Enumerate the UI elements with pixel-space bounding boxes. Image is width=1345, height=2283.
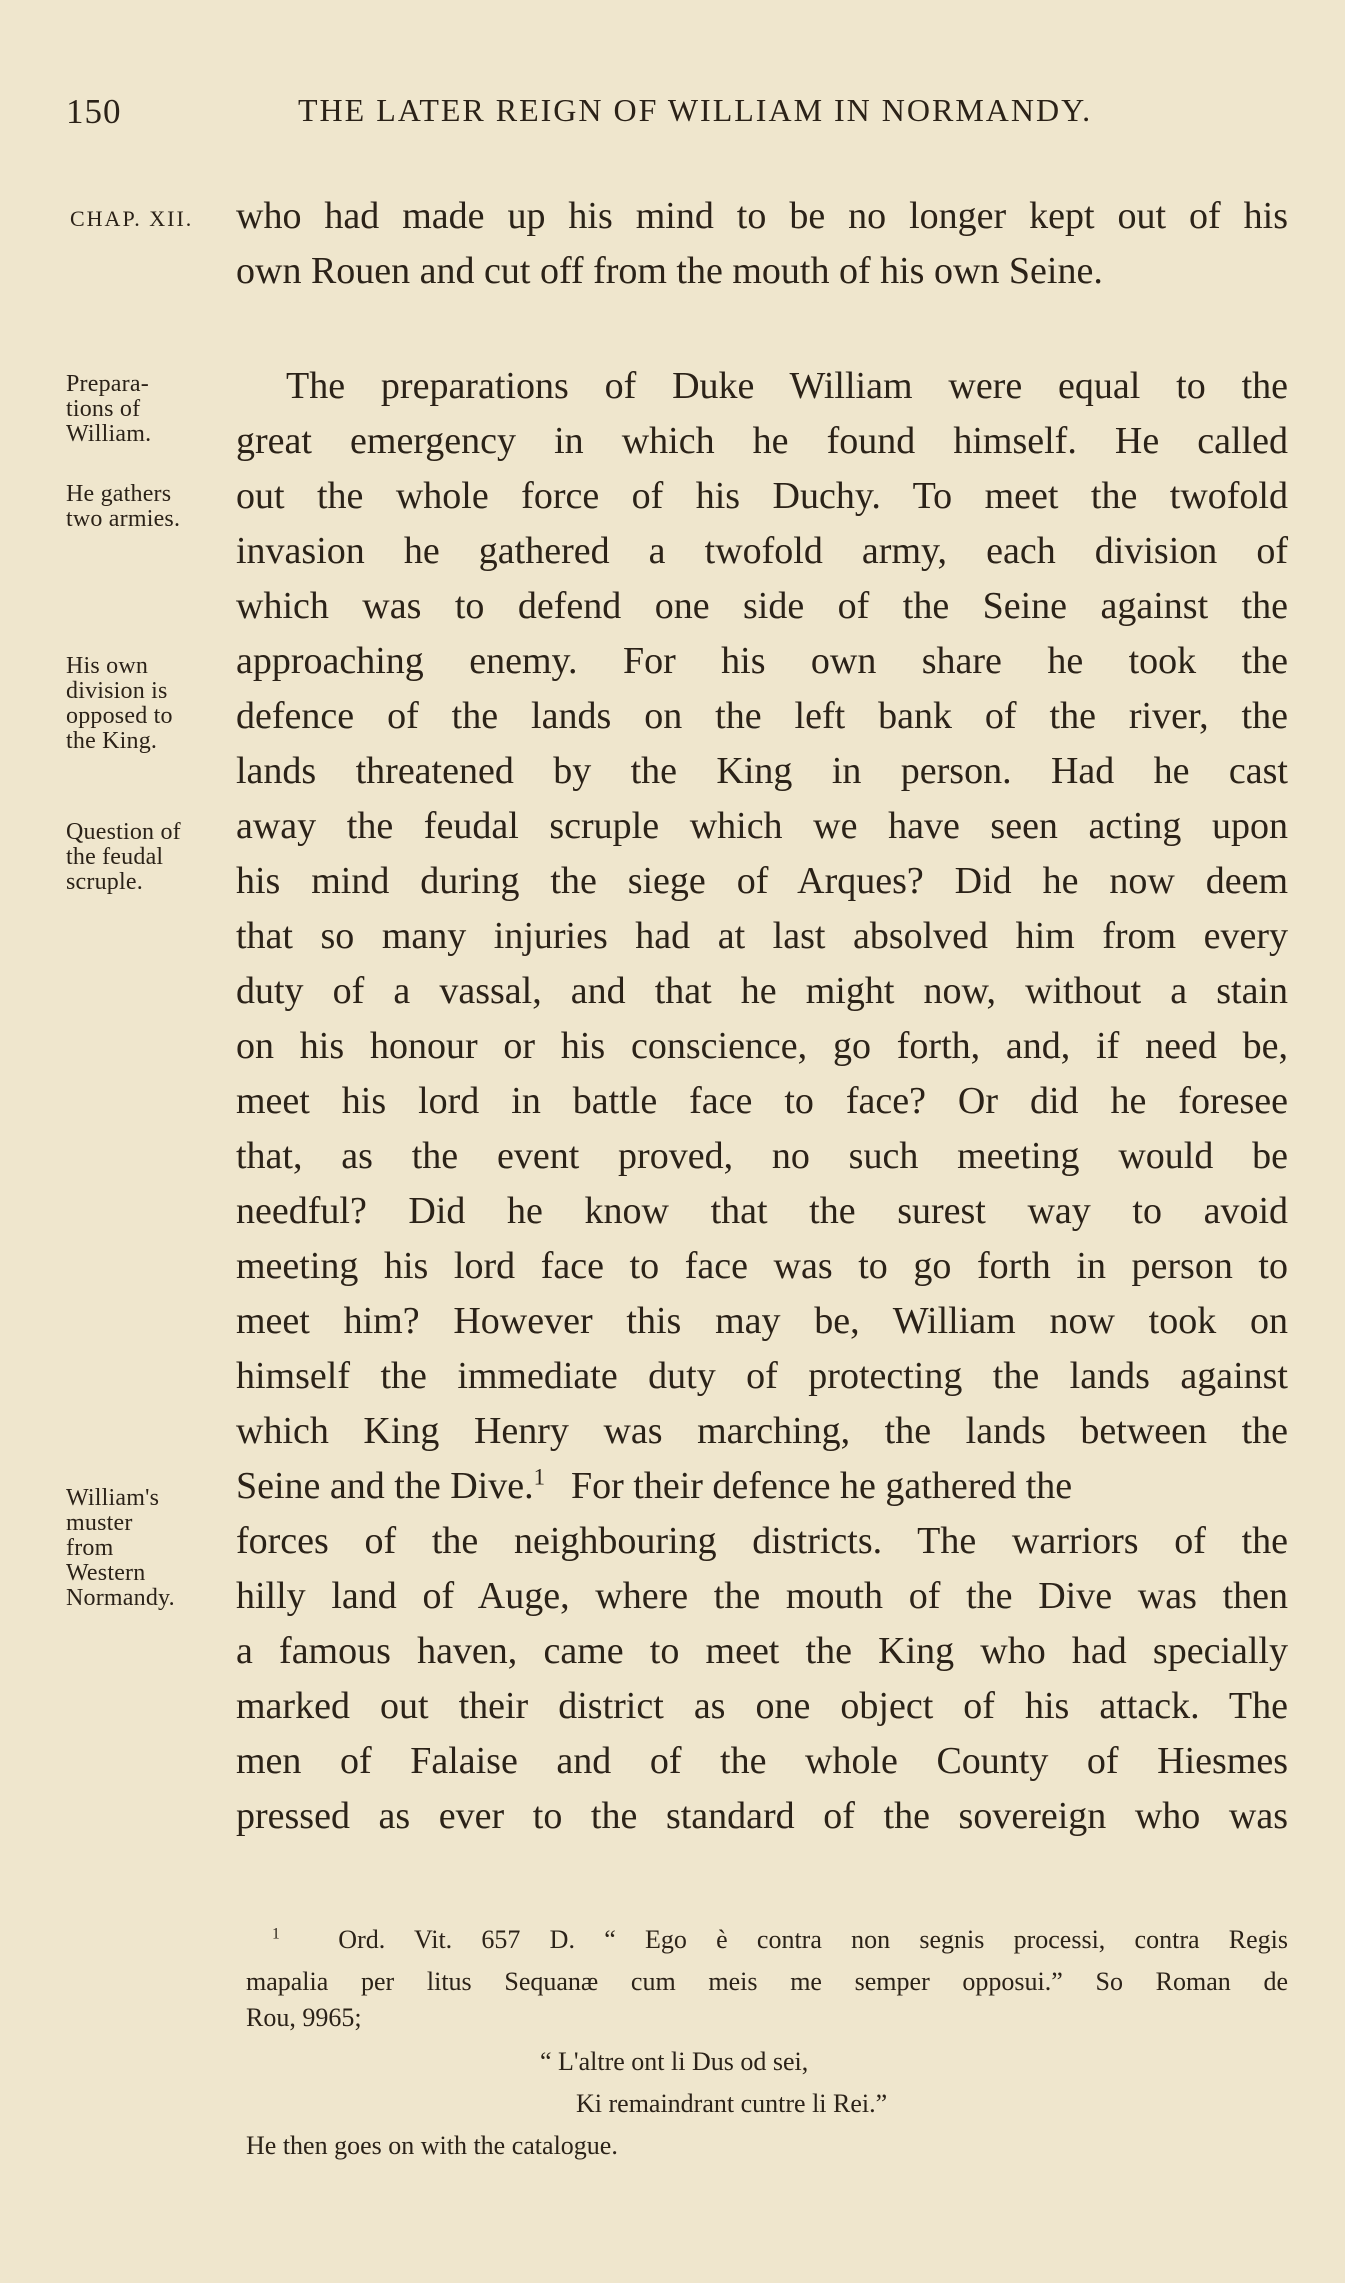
body-line-segment: For their defence he gathered the [571, 1465, 1073, 1507]
body-line: a famous haven, came to meet the King who had specially [236, 1630, 1288, 1672]
body-line: that so many injuries had at last absolved him from every [236, 915, 1288, 957]
footnote-reference: 1 [533, 1464, 545, 1490]
margin-note-line: Question of [66, 819, 181, 845]
margin-note-line: Western [66, 1560, 146, 1586]
margin-note-line: the feudal [66, 844, 164, 870]
margin-note-line: Prepara- [66, 371, 149, 397]
margin-note-line: two armies. [66, 506, 181, 532]
body-line: which King Henry was marching, the lands between the [236, 1410, 1288, 1452]
margin-note-line: the King. [66, 728, 158, 754]
body-line [236, 1459, 1288, 1514]
margin-note-own-division [66, 654, 236, 754]
body-line: which was to defend one side of the Seine against the [236, 585, 1288, 627]
footnote-closing: He then goes on with the catalogue. [246, 2131, 618, 2160]
margin-note-line: from [66, 1535, 114, 1561]
body-line: his mind during the siege of Arques? Did he now deem [236, 860, 1288, 902]
body-line: own Rouen and cut off from the mouth of his own Seine. [236, 250, 1103, 292]
footnote-text: Ord. Vit. 657 D. “ Ego è contra non segnis processi, contra Regis [338, 1925, 1288, 1954]
footnote-line: Rou, 9965; [246, 2003, 362, 2032]
body-line: great emergency in which he found himself. He called [236, 420, 1288, 462]
body-line: meet his lord in battle face to face? Or did he foresee [236, 1080, 1288, 1122]
body-line: out the whole force of his Duchy. To meet the twofold [236, 475, 1288, 517]
body-line: who had made up his mind to be no longer kept out of his [236, 195, 1288, 237]
margin-note-western-muster [66, 1486, 236, 1611]
margin-note-line: division is [66, 678, 168, 704]
footnote-marker: 1 [272, 1925, 280, 1943]
margin-note-line: opposed to [66, 703, 173, 729]
footnote-line [272, 1925, 1288, 1955]
body-line: marked out their district as one object of his attack. The [236, 1685, 1288, 1727]
body-line: defence of the lands on the left bank of the river, the [236, 695, 1288, 737]
body-line: The preparations of Duke William were equal to the [286, 365, 1288, 407]
margin-note-feudal-scruple [66, 820, 236, 895]
margin-note-line: muster [66, 1510, 133, 1536]
margin-note-line: His own [66, 653, 149, 679]
body-line: meet him? However this may be, William now took on [236, 1300, 1288, 1342]
body-line: himself the immediate duty of protecting the lands against [236, 1355, 1288, 1397]
footnote-line: mapalia per litus Sequanæ cum meis me semper opposui.” So Roman de [246, 1967, 1288, 1996]
body-line: pressed as ever to the standard of the sovereign who was [236, 1795, 1288, 1837]
margin-note-preparations [66, 372, 236, 447]
body-line: approaching enemy. For his own share he took the [236, 640, 1288, 682]
body-line: lands threatened by the King in person. Had he cast [236, 750, 1288, 792]
body-line: meeting his lord face to face was to go forth in person to [236, 1245, 1288, 1287]
margin-note-line: tions of [66, 396, 141, 422]
running-head: THE LATER REIGN OF WILLIAM IN NORMANDY. [298, 92, 1093, 128]
body-line: needful? Did he know that the surest way to avoid [236, 1190, 1288, 1232]
body-line: on his honour or his conscience, go forth, and, if need be, [236, 1025, 1288, 1067]
page-header [66, 92, 1288, 136]
body-line: that, as the event proved, no such meeting would be [236, 1135, 1288, 1177]
body-line: invasion he gathered a twofold army, each division of [236, 530, 1288, 572]
page-number: 150 [66, 92, 122, 131]
body-line: away the feudal scruple which we have seen acting upon [236, 805, 1288, 847]
body-line: hilly land of Auge, where the mouth of the Dive was then [236, 1575, 1288, 1617]
footnote-verse-line: Ki remaindrant cuntre li Rei.” [576, 2089, 888, 2118]
margin-note-two-armies [66, 482, 236, 532]
margin-note-line: William's [66, 1485, 160, 1511]
margin-note-line: Normandy. [66, 1585, 175, 1611]
body-line-segment: Seine and the Dive. [236, 1465, 534, 1507]
body-line: duty of a vassal, and that he might now, without a stain [236, 970, 1288, 1012]
margin-note-line: William. [66, 421, 152, 447]
footnote-verse-line: “ L'altre ont li Dus od sei, [540, 2047, 809, 2076]
body-line: forces of the neighbouring districts. The warriors of the [236, 1520, 1288, 1562]
chapter-label: CHAP. XII. [70, 206, 194, 231]
margin-note-line: He gathers [66, 481, 172, 507]
body-line: men of Falaise and of the whole County of Hiesmes [236, 1740, 1288, 1782]
margin-note-line: scruple. [66, 869, 143, 895]
